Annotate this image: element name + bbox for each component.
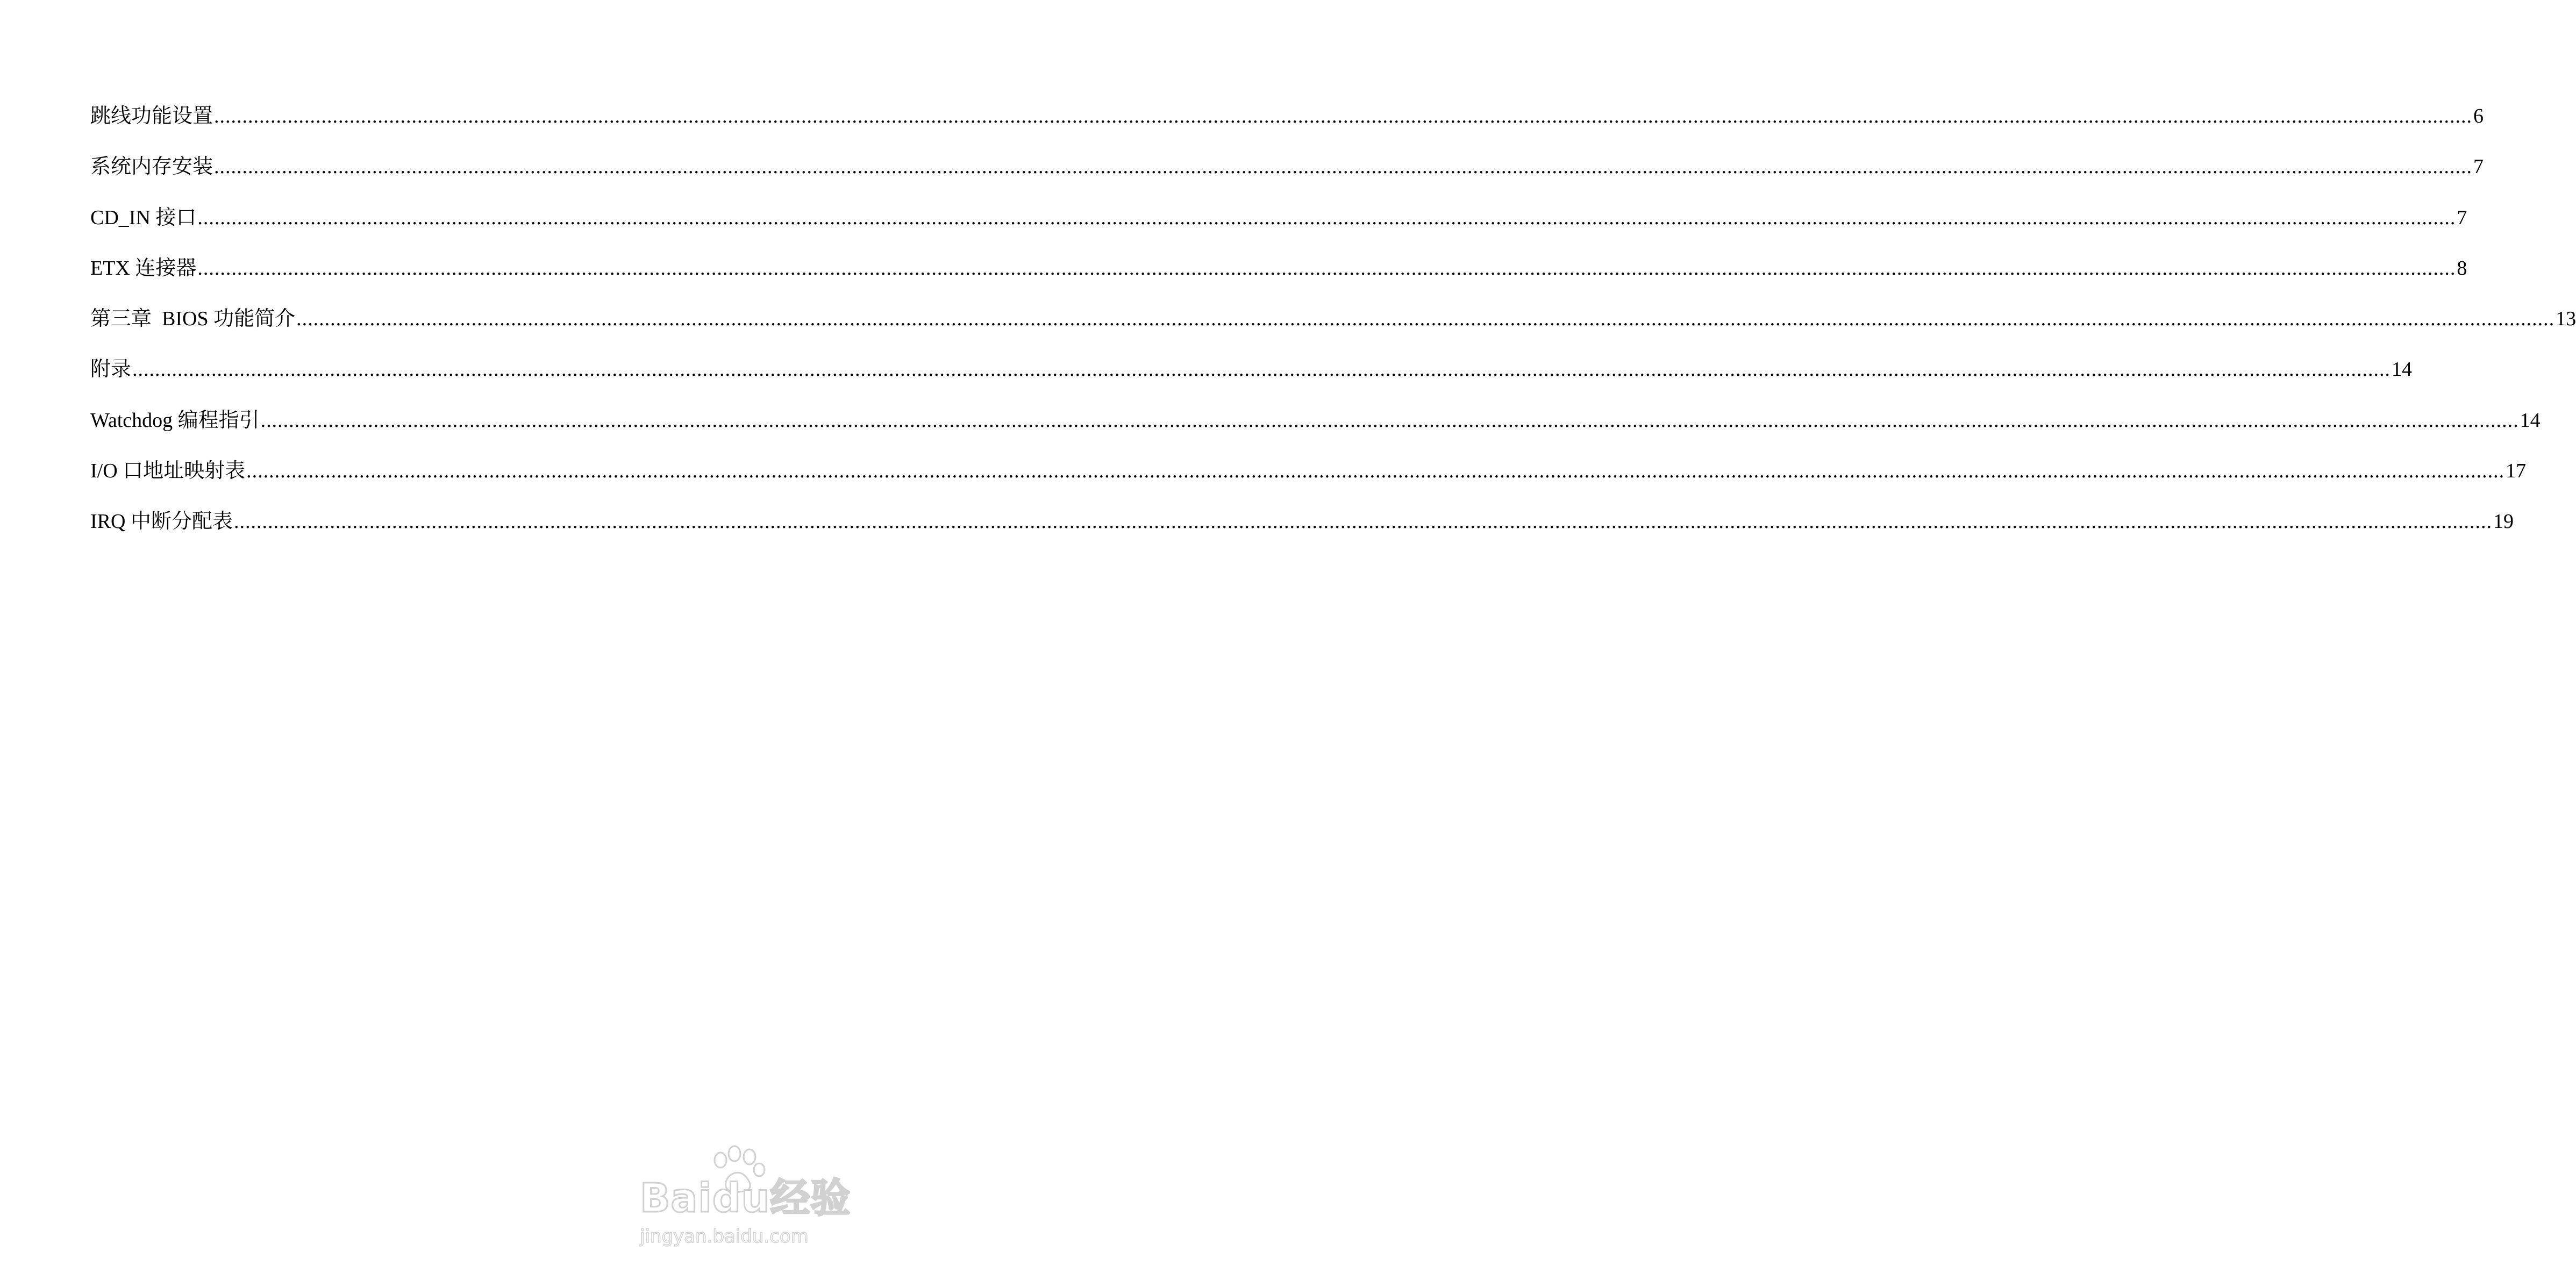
toc-entry-title: CD_IN 接口 (90, 206, 197, 229)
toc-entry-title: 系统内存安装 (90, 155, 213, 178)
toc-dot-leader: ................................................................................................................................................................................................................................................................................................................................................................................................................ (214, 155, 2473, 178)
toc-entry-page: 7 (2473, 155, 2484, 178)
toc-entry-page: 6 (2473, 105, 2484, 127)
watermark-url: jingyan.baidu.com (640, 1226, 809, 1247)
toc-entry-page: 7 (2457, 206, 2467, 229)
toc-entry-title: ETX 连接器 (90, 256, 197, 280)
toc-entry-title: Watchdog 编程指引 (90, 409, 260, 432)
toc-entry-page: 14 (2392, 358, 2413, 381)
toc-entry-appendix[interactable] (90, 355, 2413, 406)
toc-entry-page: 8 (2457, 256, 2467, 280)
toc-dot-leader: ................................................................................................................................................................................................................................................................................................................................................................................................................ (260, 409, 2519, 432)
toc-entry-etx-connector[interactable] (90, 254, 2467, 305)
toc-dot-leader: ................................................................................................................................................................................................................................................................................................................................................................................................................ (214, 105, 2473, 127)
toc-entry-memory-install[interactable] (90, 153, 2484, 203)
toc-entry-page: 14 (2520, 409, 2541, 432)
toc-dot-leader: ................................................................................................................................................................................................................................................................................................................................................................................................................ (197, 206, 2456, 229)
toc-entry-chapter3-bios[interactable] (90, 305, 2576, 355)
toc-dot-leader: ................................................................................................................................................................................................................................................................................................................................................................................................................ (296, 308, 2555, 331)
toc-entry-irq-table[interactable] (90, 507, 2514, 558)
toc-entry-title: 附录 (90, 358, 132, 381)
toc-entry-title: IRQ 中断分配表 (90, 510, 233, 533)
toc-entry-watchdog[interactable] (90, 406, 2541, 457)
toc-entry-title: 第三章 BIOS 功能简介 (90, 308, 296, 331)
toc-entry-cd-in[interactable] (90, 204, 2467, 254)
toc-dot-leader: ................................................................................................................................................................................................................................................................................................................................................................................................................ (197, 256, 2456, 280)
table-of-contents (90, 102, 2576, 559)
toc-entry-page: 13 (2556, 308, 2576, 331)
toc-entry-jumper-settings[interactable] (90, 102, 2484, 153)
toc-entry-title: 跳线功能设置 (90, 105, 213, 127)
toc-entry-title: I/O 口地址映射表 (90, 460, 246, 483)
toc-entry-io-map[interactable] (90, 457, 2527, 507)
toc-dot-leader: ................................................................................................................................................................................................................................................................................................................................................................................................................ (233, 510, 2492, 533)
toc-entry-page: 19 (2493, 510, 2514, 533)
watermark-logo-text: Baidu经验 (640, 1175, 851, 1221)
toc-entry-page: 17 (2506, 460, 2527, 483)
toc-dot-leader: ................................................................................................................................................................................................................................................................................................................................................................................................................ (132, 358, 2391, 381)
baidu-jingyan-watermark (640, 1145, 866, 1253)
toc-dot-leader: ................................................................................................................................................................................................................................................................................................................................................................................................................ (246, 460, 2505, 483)
